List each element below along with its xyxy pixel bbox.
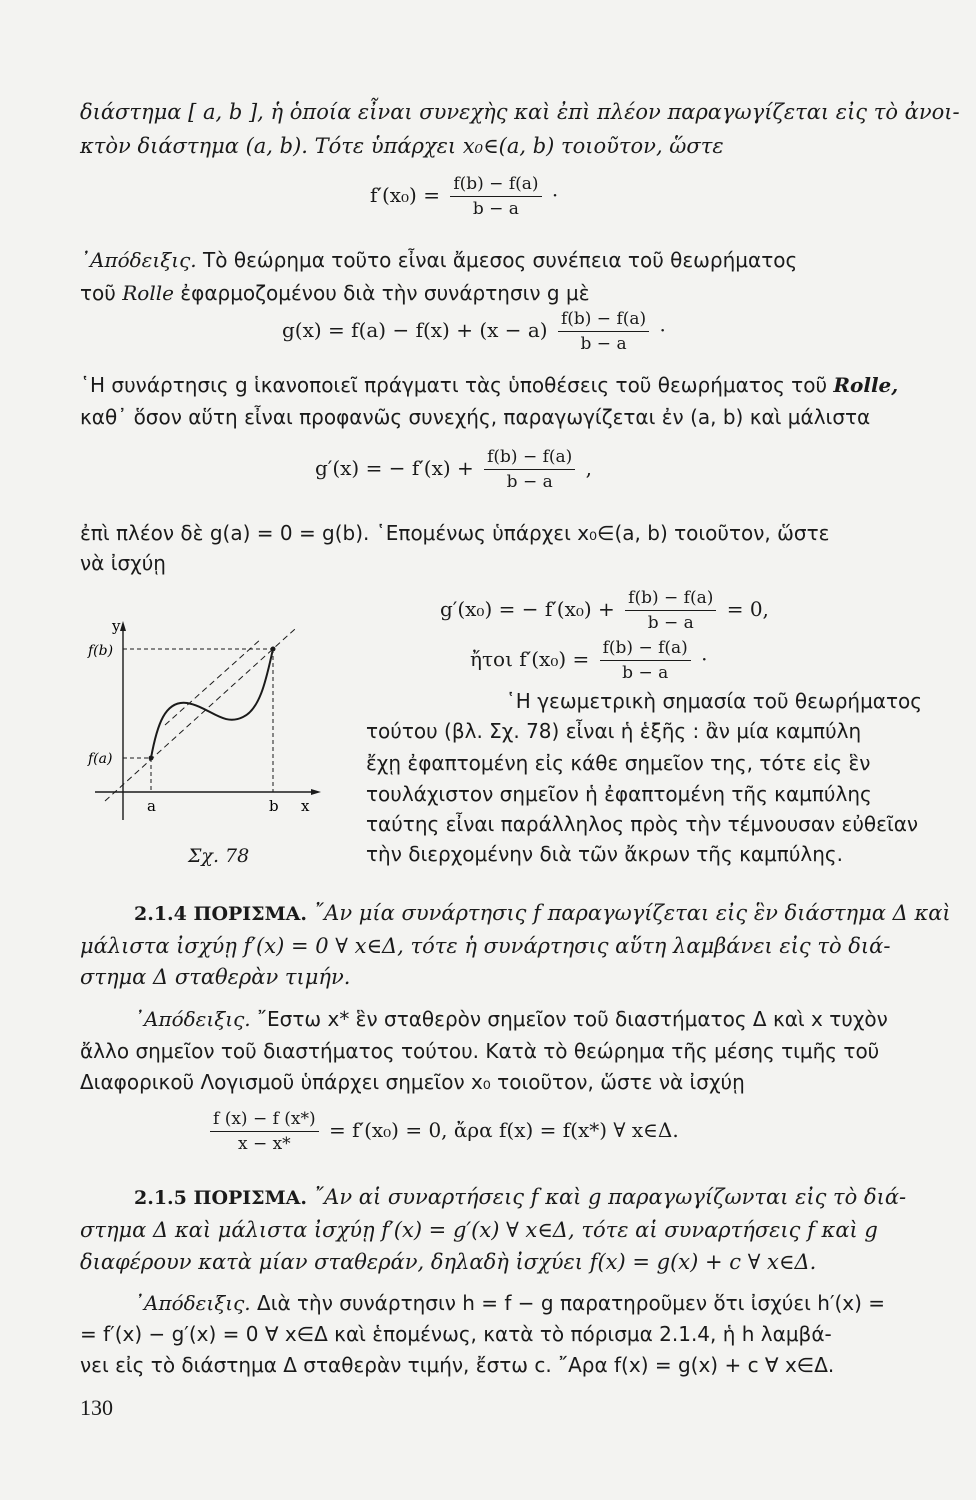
figure-78 xyxy=(85,605,345,835)
geometric-meaning-line-2: τούτου (βλ. Σχ. 78) εἶναι ἡ ἑξῆς : ἂν μία καμπύλη xyxy=(366,719,862,743)
eq2-denominator: b − a xyxy=(580,334,627,354)
eq1-fraction xyxy=(450,172,541,221)
text-line-8: νὰ ἰσχύῃ xyxy=(80,551,166,575)
corollary-215-line-3: διαφέρουν κατὰ μίαν σταθεράν, δηλαδὴ ἰσχύει f(x) = g(x) + c ∀ x∈Δ. xyxy=(80,1250,817,1274)
corollary-215-heading: 2.1.5 ΠΟΡΙΣΜΑ. xyxy=(134,1187,307,1209)
eq1-denominator: b − a xyxy=(472,199,519,219)
figure-caption: Σχ. 78 xyxy=(188,845,250,867)
text-line-6: καθ᾿ ὅσον αὕτη εἶναι προφανῶς συνεχής, παραγωγίζεται ἐν (a, b) καὶ μάλιστα xyxy=(80,405,871,429)
eq2-end: · xyxy=(659,318,666,342)
equation-mean-value xyxy=(370,172,558,221)
equation-g-derivative-x0 xyxy=(440,586,769,635)
y-axis-arrow xyxy=(120,621,126,631)
eq1-numerator: f(b) − f(a) xyxy=(450,172,541,197)
x-axis-arrow xyxy=(311,789,321,795)
eq6-right: = f′(x₀) = 0, ἄρα f(x) = f(x*) ∀ x∈Δ. xyxy=(329,1118,679,1142)
eq5-end: · xyxy=(701,647,708,671)
proof-label: ᾿Απόδειξις. xyxy=(134,1291,251,1315)
eq1-end: · xyxy=(551,183,559,207)
proof-1-text: Τὸ θεώρημα τοῦτο εἶναι ἄμεσος συνέπεια τοῦ θεωρήματος xyxy=(196,248,798,272)
corollary-214-text: ῎Αν μία συνάρτησις f παραγωγίζεται εἰς ἓν διάστημα Δ καὶ xyxy=(307,901,951,925)
eq2-numerator: f(b) − f(a) xyxy=(558,307,649,332)
page-number: 130 xyxy=(80,1395,113,1420)
proof-3-line-2: = f′(x) − g′(x) = 0 ∀ x∈Δ καὶ ἑπομένως, κατὰ τὸ πόρισμα 2.1.4, ἡ h λαμβά- xyxy=(80,1322,832,1346)
geometric-meaning-line-5: ταύτης εἶναι παράλληλος πρὸς τὴν τέμνουσαν εὐθεῖαν xyxy=(366,812,919,836)
eq6-fraction xyxy=(210,1107,319,1156)
proof-2-line-2: ἄλλο σημεῖον τοῦ διαστήματος τούτου. Κατὰ τὸ θεώρημα τῆς μέσης τιμῆς τοῦ xyxy=(80,1039,880,1063)
geometric-meaning-line-1: ῾Η γεωμετρικὴ σημασία τοῦ θεωρήματος xyxy=(505,689,922,713)
proof-3-line-3: νει εἰς τὸ διάστημα Δ σταθερὰν τιμήν, ἔστω c. ῎Αρα f(x) = g(x) + c ∀ x∈Δ. xyxy=(80,1353,835,1377)
corollary-215-text: ῎Αν αἱ συναρτήσεις f καὶ g παραγωγίζωνται εἰς τὸ διά- xyxy=(307,1185,907,1209)
eq5-denominator: b − a xyxy=(622,663,669,683)
corollary-214-line-2: μάλιστα ἰσχύῃ f′(x) = 0 ∀ x∈Δ, τότε ἡ συνάρτησις αὕτη λαμβάνει εἰς τὸ διά- xyxy=(80,934,891,958)
secant-line xyxy=(105,629,295,801)
b-label: b xyxy=(269,797,279,815)
a-label: a xyxy=(147,797,156,815)
proof-3-text: Διὰ τὴν συνάρτησιν h = f − g παρατηροῦμεν ὅτι ἰσχύει h′(x) = xyxy=(250,1291,886,1315)
fa-label: f(a) xyxy=(88,751,113,767)
eq5-fraction xyxy=(600,636,691,685)
text-line-7: ἐπὶ πλέον δὲ g(a) = 0 = g(b). ῾Επομένως ὑπάρχει x₀∈(a, b) τοιοῦτον, ὥστε xyxy=(80,521,830,545)
rolle-name: Rolle, xyxy=(833,373,899,397)
geometric-meaning-line-6: τὴν διερχομένην διὰ τῶν ἄκρων τῆς καμπύλης. xyxy=(366,842,843,866)
equation-g-definition xyxy=(282,307,666,356)
equation-constant xyxy=(206,1107,679,1156)
eq3-numerator: f(b) − f(a) xyxy=(484,445,575,470)
corollary-214-line-1 xyxy=(134,898,951,929)
rolle-name: Rolle xyxy=(122,281,174,305)
text-fragment: τοῦ xyxy=(80,281,123,305)
x-label: x xyxy=(301,797,310,815)
corollary-215-line-2: στημα Δ καὶ μάλιστα ἰσχύῃ f′(x) = g′(x) ∀ x∈Δ, τότε αἱ συναρτήσεις f καὶ g xyxy=(80,1218,878,1242)
proof-label: ᾿Απόδειξις. xyxy=(134,1007,251,1031)
geometric-meaning-line-4: τουλάχιστον σημεῖον ἡ ἐφαπτομένη τῆς καμπύλης xyxy=(366,782,872,806)
eq5-numerator: f(b) − f(a) xyxy=(600,636,691,661)
eq4-denominator: b − a xyxy=(647,613,694,633)
proof-3-line-1 xyxy=(134,1288,922,1318)
fb-label: f(b) xyxy=(88,643,114,659)
eq4-left: g′(x₀) = − f′(x₀) + xyxy=(440,597,615,621)
endpoint-b xyxy=(271,647,276,652)
eq5-left: ἤτοι f′(x₀) = xyxy=(470,647,590,671)
eq3-denominator: b − a xyxy=(506,472,553,492)
eq1-left: f′(x₀) = xyxy=(370,183,440,207)
eq4-end: = 0, xyxy=(726,597,769,621)
proof-2-line-3: Διαφορικοῦ Λογισμοῦ ὑπάρχει σημεῖον x₀ τοιοῦτον, ὥστε νὰ ἰσχύῃ xyxy=(80,1070,745,1094)
tangent-line xyxy=(165,639,261,725)
eq4-numerator: f(b) − f(a) xyxy=(625,586,716,611)
equation-result xyxy=(470,636,708,685)
text-fragment: ἐφαρμοζομένου διὰ τὴν συνάρτησιν g μὲ xyxy=(173,281,590,305)
proof-1-line-2 xyxy=(80,278,922,308)
eq4-fraction xyxy=(625,586,716,635)
eq3-left: g′(x) = − f′(x) + xyxy=(315,456,474,480)
y-label: y xyxy=(112,617,121,635)
endpoint-a xyxy=(149,756,154,761)
corollary-214-heading: 2.1.4 ΠΟΡΙΣΜΑ. xyxy=(134,903,307,925)
eq3-fraction xyxy=(484,445,575,494)
proof-2-line-1 xyxy=(134,1004,922,1034)
proof-2-text: ῎Εστω x* ἓν σταθερὸν σημεῖον τοῦ διαστήματος Δ καὶ x τυχὸν xyxy=(250,1007,888,1031)
corollary-214-line-3: στημα Δ σταθερὰν τιμήν. xyxy=(80,965,351,989)
eq2-fraction xyxy=(558,307,649,356)
eq3-end: , xyxy=(585,456,593,480)
geometric-meaning-line-3: ἔχῃ ἐφαπτομένη εἰς κάθε σημεῖον της, τότε εἰς ἓν xyxy=(366,751,871,775)
proof-1-line-1 xyxy=(80,245,922,275)
text-fragment: ῾Η συνάρτησις g ἱκανοποιεῖ πράγματι τὰς ὑποθέσεις τοῦ θεωρήματος τοῦ xyxy=(80,373,834,397)
eq6-numerator: f (x) − f (x*) xyxy=(210,1107,319,1132)
text-line-1: διάστημα [ a, b ], ἡ ὁποία εἶναι συνεχὴς καὶ ἐπὶ πλέον παραγωγίζεται εἰς τὸ ἀνοι- xyxy=(80,100,960,124)
eq2-left: g(x) = f(a) − f(x) + (x − a) xyxy=(282,318,548,342)
text-line-5 xyxy=(80,370,922,400)
text-line-2: κτὸν διάστημα (a, b). Τότε ὑπάρχει x₀∈(a, b) τοιοῦτον, ὥστε xyxy=(80,134,724,158)
proof-label: ᾿Απόδειξις. xyxy=(80,248,197,272)
equation-g-derivative xyxy=(315,445,592,494)
eq6-denominator: x − x* xyxy=(237,1134,291,1154)
corollary-215-line-1 xyxy=(134,1182,922,1213)
